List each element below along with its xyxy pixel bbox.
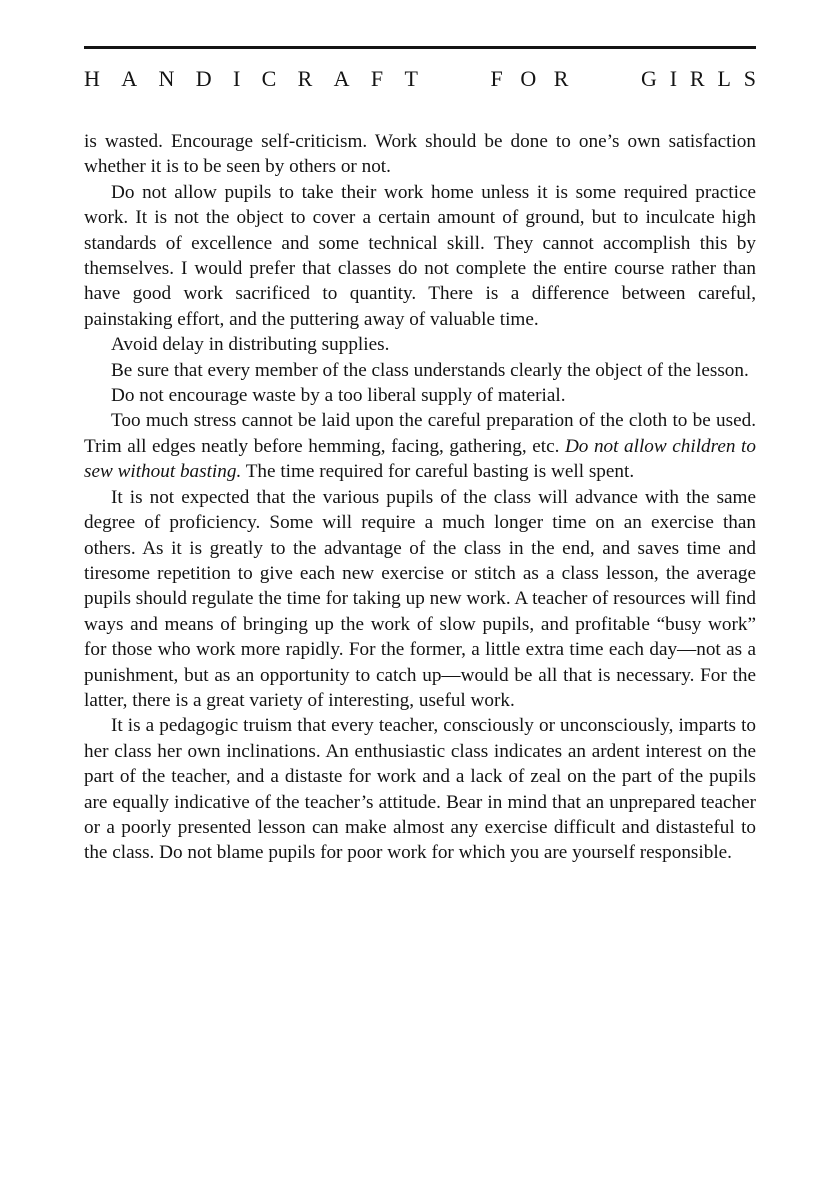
running-head-letter: C [261,66,277,91]
running-head-letter: N [158,66,175,91]
running-head-letter: H [84,66,100,91]
running-head-letter: A [333,66,350,91]
running-head-letter: R [553,66,569,91]
paragraph: Avoid delay in distributing supplies. [111,334,390,356]
running-head-letter: T [404,66,418,91]
running-head-letter: F [490,66,503,91]
paragraph: Do not allow pupils to take their work home unless it is some required practice work. It is not the object to cover a certain amount of ground, but to inculcate high standards of excellence and some technical skill. They cannot accomplish this by themselves. I would prefer that classes do not complete the entire course rather than have good work sacrificed to quantity. There is a difference between careful, painstaking effort, and the puttering away of valuable time. [84,181,756,330]
running-head-letter: S [743,66,756,91]
running-head-letter: O [520,66,537,91]
running-head-letter: A [121,66,138,91]
italic-instruction: Do not allow children to sew without basting. [84,435,756,483]
running-head-letter: I [232,66,241,91]
running-head-letter: L [717,66,731,91]
paragraph [84,408,756,484]
running-head-word-handicraft [84,64,418,94]
running-head-letter: F [370,66,384,91]
paragraph-text: The time required for careful basting is well spent. [241,461,635,483]
header-rule [84,46,756,49]
running-head-letter: G [641,66,657,91]
paragraph: Do not encourage waste by a too liberal supply of material. [111,385,566,407]
running-head-word-girls [641,64,756,94]
paragraph: is wasted. Encourage self-criticism. Work should be done to one’s own satisfaction whether it is to be seen by others or not. [84,131,756,178]
paragraph: It is not expected that the various pupils of the class will advance with the same degree of proficiency. Some will require a much longer time on an exercise than others. As it is greatly to the advantage of the class in the end, and saves time and tiresome repetition to give each new exercise or stitch as a class lesson, the average pupils should regulate the time for taking up new work. A teacher of resources will find ways and means of bringing up the work of slow pupils, and profitable “busy work” for those who work more rapidly. For the former, a little extra time each day—not as a punishment, but as an opportunity to catch up—would be all that is necessary. For the latter, there is a great variety of interesting, useful work. [84,486,756,711]
running-head-letter: R [297,66,313,91]
running-head-letter: D [195,66,212,91]
running-head-letter: R [689,66,705,91]
paragraph-text: Too much stress cannot be laid upon the careful preparation of the cloth to be used. Trim all edges neatly before hemming, facing, gathering, etc. [84,410,756,457]
body-text [84,129,756,866]
paragraph: Be sure that every member of the class understands clearly the object of the lesson. [111,359,749,381]
running-head [84,64,756,94]
running-head-letter: I [669,66,678,91]
running-head-word-for [491,64,569,94]
paragraph: It is a pedagogic truism that every teacher, consciously or unconsciously, imparts to her class her own inclinations. An enthusiastic class indicates an ardent interest on the part of the teacher, and a distaste for work and a lack of zeal on the part of the pupils are equally indicative of the teacher’s attitude. Bear in mind that an unprepared teacher or a poorly presented lesson can make almost any exercise difficult and distasteful to the class. Do not blame pupils for poor work for which you are yourself responsible. [84,715,756,864]
